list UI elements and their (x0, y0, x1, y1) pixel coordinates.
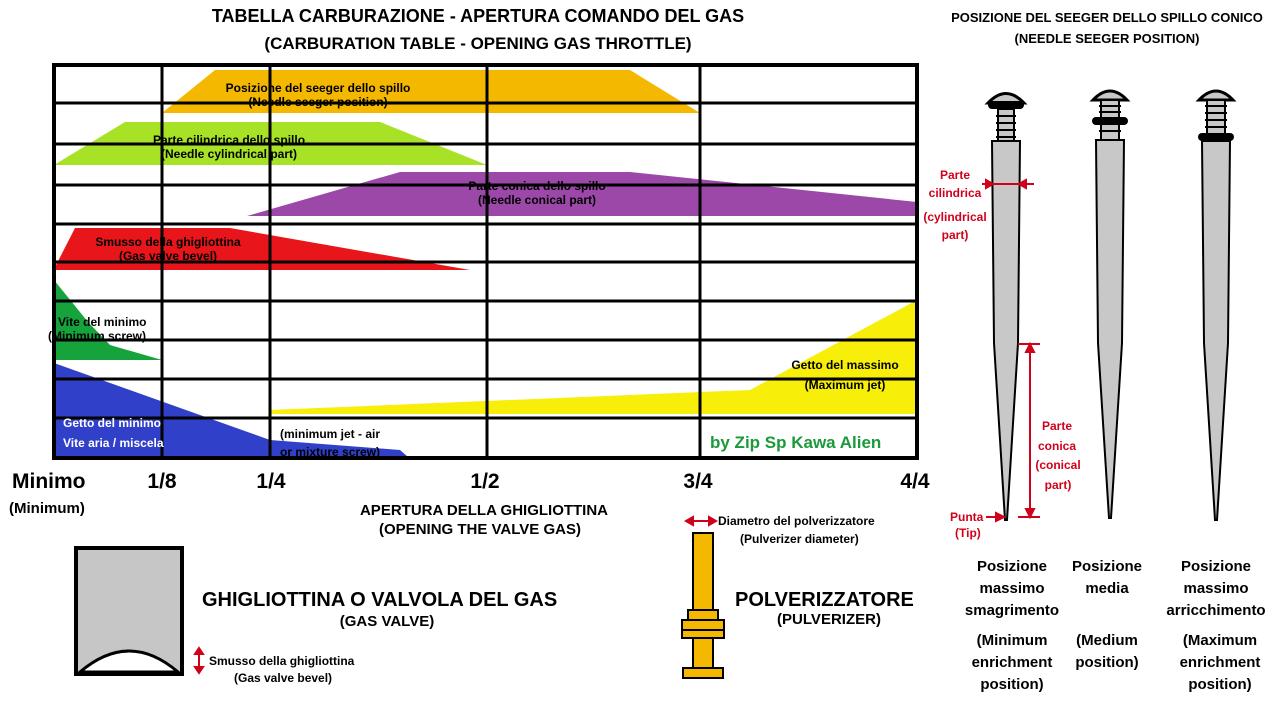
band-label-seeger: Posizione del seeger dello spillo (Needle seeger position) (225, 81, 411, 109)
pulverizer-drawing (682, 533, 724, 678)
bevel-arrow-icon (195, 648, 203, 673)
x-axis-label: APERTURA DELLA GHIGLIOTTINA (359, 502, 609, 519)
author-credit: by Zip Sp Kawa Alien (710, 433, 882, 452)
band-label-cylindrical: Parte cilindrica dello spillo (Needle cylindrical part) (152, 133, 306, 161)
position-caption-maximum: Posizione massimo arricchimento (1166, 558, 1266, 619)
needle-minimum (988, 94, 1024, 521)
band-label-bevel: Smusso della ghigliottina (Gas valve bevel) (95, 235, 241, 263)
band-label-minimum-screw: Vite del minimo (Minimum screw) (48, 315, 147, 343)
conical-part-label: Parte conica (1037, 419, 1077, 453)
gas-valve-subtitle: (GAS VALVE) (339, 613, 435, 630)
position-caption-minimum-en: (Minimum enrichment position) (971, 632, 1053, 693)
band-label-minimum-jet: Getto del minimo Vite aria / miscela (63, 416, 164, 450)
tick-1-4: 1/4 (256, 470, 286, 493)
pulverizer-diameter-label: Diametro del polverizzatore (718, 514, 875, 528)
band-label-minimum-jet-en: (minimum jet - air or mixture screw) (280, 427, 381, 459)
position-caption-maximum-en: (Maximum enrichment position) (1179, 632, 1261, 693)
needle-title: POSIZIONE DEL SEEGER DELLO SPILLO CONICO (951, 10, 1263, 25)
position-caption-medium: Posizione media (1071, 558, 1143, 597)
tick-3-4: 3/4 (683, 470, 713, 493)
cylindrical-part-label: Parte cilindrica (928, 168, 982, 200)
pulverizer-subtitle: (PULVERIZER) (777, 611, 881, 628)
needle-maximum (1198, 91, 1234, 520)
cylindrical-part-label-en: (cylindrical part) (923, 210, 987, 242)
tick-1-2: 1/2 (470, 470, 500, 493)
tick-1-8: 1/8 (147, 470, 177, 493)
diameter-arrow-icon (686, 517, 716, 525)
gas-valve-title: GHIGLIOTTINA O VALVOLA DEL GAS (202, 589, 558, 611)
pulverizer-title: POLVERIZZATORE (735, 589, 914, 611)
needle-medium (1092, 91, 1128, 518)
position-caption-minimum: Posizione massimo smagrimento (964, 558, 1060, 619)
band-label-maximum-jet: Getto del massimo (Maximum jet) (791, 358, 899, 392)
chart-subtitle: (CARBURATION TABLE - OPENING GAS THROTTLE) (264, 34, 692, 53)
gas-valve-drawing (76, 548, 182, 674)
bevel-label-en: (Gas valve bevel) (234, 671, 333, 685)
chart-title: TABELLA CARBURAZIONE - APERTURA COMANDO DEL GAS (211, 6, 745, 26)
tick-4-4: 4/4 (900, 470, 930, 493)
x-axis-label-en: (OPENING THE VALVE GAS) (379, 521, 581, 538)
tip-label-en: (Tip) (955, 526, 981, 540)
pulverizer-diameter-label-en: (Pulverizer diameter) (740, 532, 859, 546)
tick-minimo: Minimo (12, 470, 86, 493)
bevel-label: Smusso della ghigliottina (209, 654, 355, 668)
tip-label: Punta (950, 510, 984, 524)
needle-subtitle: (NEEDLE SEEGER POSITION) (1014, 31, 1200, 46)
position-caption-medium-en: (Medium position) (1075, 632, 1139, 671)
band-label-conical: Parte conica dello spillo (Needle conical part) (468, 179, 606, 207)
tick-minimo-en: (Minimum) (9, 500, 85, 517)
conical-part-label-en: (conical part) (1035, 458, 1081, 492)
